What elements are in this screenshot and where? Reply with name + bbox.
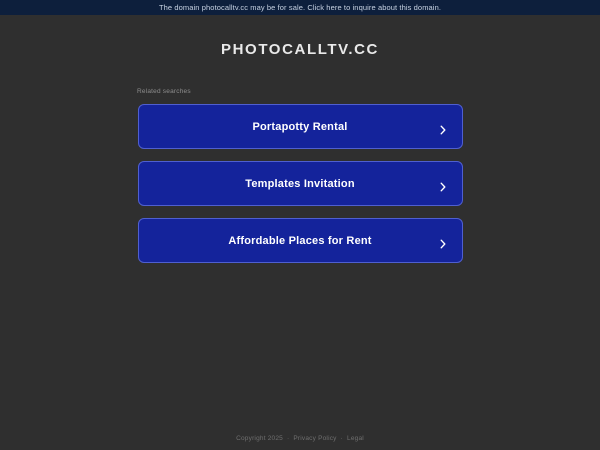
related-search-label: Portapotty Rental [252, 120, 348, 133]
related-search-label: Templates Invitation [245, 177, 355, 190]
chevron-right-icon [438, 179, 448, 189]
related-search-label: Affordable Places for Rent [228, 234, 372, 247]
related-search-item-2[interactable] [138, 161, 463, 206]
inquire-link[interactable]: Click here to inquire about this domain. [307, 3, 442, 12]
related-searches-label: Related searches [137, 88, 191, 95]
footer-separator-2: · [340, 435, 343, 442]
related-search-item-1[interactable] [138, 104, 463, 149]
related-searches-section [135, 58, 465, 263]
chevron-right-icon [438, 236, 448, 246]
footer [0, 435, 600, 442]
copyright-text: Copyright 2025 [236, 435, 283, 442]
chevron-right-icon [438, 122, 448, 132]
page-title: PHOTOCALLTV.CC [221, 41, 379, 58]
legal-link[interactable]: Legal [347, 435, 364, 442]
notice-message: The domain photocalltv.cc may be for sale. [158, 3, 308, 12]
privacy-policy-link[interactable]: Privacy Policy [293, 435, 337, 442]
footer-separator-1: · [286, 435, 290, 442]
parked-domain-page [0, 41, 600, 263]
related-search-item-3[interactable] [138, 218, 463, 263]
domain-sale-notice-bar [0, 0, 600, 15]
notice-text [159, 3, 441, 12]
related-searches-list [135, 104, 465, 263]
